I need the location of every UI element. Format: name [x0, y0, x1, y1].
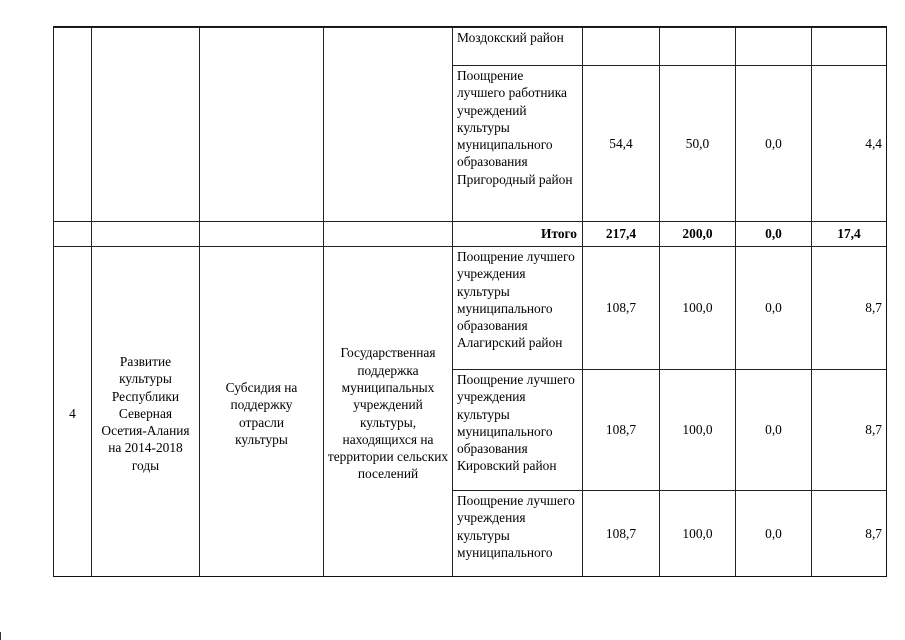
row-total: [582, 27, 659, 65]
row-federal: 50,0: [659, 65, 735, 221]
row-local: 8,7: [811, 369, 886, 490]
subtotal-regional: 0,0: [735, 221, 811, 246]
row-total: 108,7: [582, 369, 659, 490]
row-regional: [735, 27, 811, 65]
subtotal-local: 17,4: [811, 221, 886, 246]
subtotal-empty-3: [199, 221, 323, 246]
subtotal-empty-1: [53, 221, 91, 246]
row-federal: 100,0: [659, 369, 735, 490]
row-regional: 0,0: [735, 246, 811, 369]
s3-activity-cell: [323, 27, 452, 221]
subsidy-name: Субсидия на поддержку отрасли культуры: [199, 246, 323, 576]
row-total: 54,4: [582, 65, 659, 221]
row-regional: 0,0: [735, 369, 811, 490]
s3-number-cell: [53, 27, 91, 221]
row-local: 8,7: [811, 246, 886, 369]
row-local: [811, 27, 886, 65]
row-federal: 100,0: [659, 490, 735, 576]
subtotal-federal: 200,0: [659, 221, 735, 246]
subtotal-empty-2: [91, 221, 199, 246]
subtotal-label: Итого: [452, 221, 582, 246]
row-local: 4,4: [811, 65, 886, 221]
section-number: 4: [53, 246, 91, 576]
scan-edge-mark: [0, 632, 1, 640]
s3-subsidy-cell: [199, 27, 323, 221]
program-name: Развитие культуры Республики Северная Осетия-Алания на 2014-2018 годы: [91, 246, 199, 576]
subtotal-total: 217,4: [582, 221, 659, 246]
subtotal-empty-4: [323, 221, 452, 246]
row-total: 108,7: [582, 490, 659, 576]
row-description: Поощрение лучшего работника учреждений культуры муниципального образования Пригородный район: [452, 65, 582, 221]
row-description: Поощрение лучшего учреждения культуры муниципального образования Кировский район: [452, 369, 582, 490]
row-federal: [659, 27, 735, 65]
row-local: 8,7: [811, 490, 886, 576]
row-regional: 0,0: [735, 490, 811, 576]
row-regional: 0,0: [735, 65, 811, 221]
row-description: Поощрение лучшего учреждения культуры муниципального образования Алагирский район: [452, 246, 582, 369]
row-description: Моздокский район: [452, 27, 582, 65]
row-total: 108,7: [582, 246, 659, 369]
row-federal: 100,0: [659, 246, 735, 369]
row-description: Поощрение лучшего учреждения культуры муниципального: [452, 490, 582, 576]
s3-program-cell: [91, 27, 199, 221]
activity-name: Государственная поддержка муниципальных учреждений культуры, находящихся на территории сельских поселений: [323, 246, 452, 576]
